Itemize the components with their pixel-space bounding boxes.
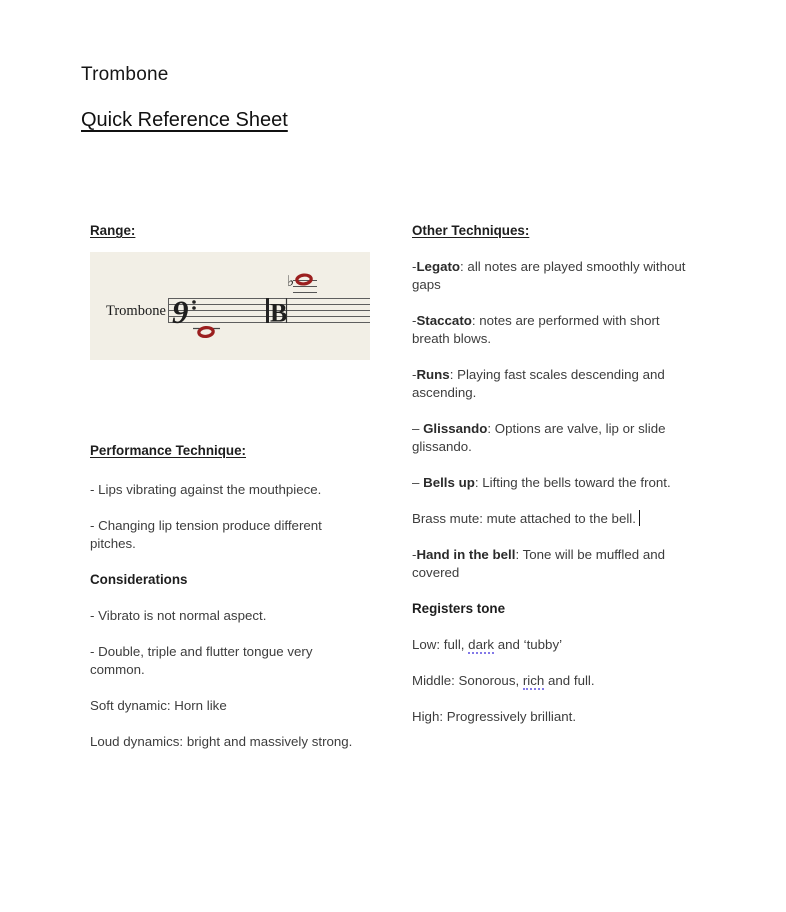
flat-icon: ♭ (287, 272, 295, 290)
term-staccato: Staccato (416, 313, 472, 328)
para-staccato[interactable] (412, 312, 724, 348)
performance-heading[interactable]: Performance Technique: (90, 443, 247, 458)
text-cursor (639, 510, 640, 526)
doc-title: Trombone (81, 64, 169, 85)
dash: – (412, 475, 424, 490)
term-hand-in-bell: Hand in the bell (416, 547, 516, 562)
text-segment: : Lifting the bells toward the front. (474, 475, 671, 490)
dash: - (412, 313, 417, 328)
text-line: covered (412, 565, 460, 580)
text-line: - Double, triple and flutter tongue very (90, 644, 313, 659)
text-segment: and ‘tubby’ (494, 637, 563, 652)
para-glissando[interactable] (412, 420, 724, 456)
right-column (412, 222, 724, 744)
staff-image[interactable] (90, 252, 370, 360)
para-brass-mute[interactable] (412, 510, 724, 528)
text-line: Soft dynamic: Horn like (90, 698, 227, 713)
left-column (90, 222, 392, 769)
text-segment: : Options are valve, lip or slide (487, 421, 666, 436)
para-lips[interactable] (90, 481, 392, 499)
text-line: breath blows. (412, 331, 492, 346)
para-vibrato[interactable] (90, 607, 392, 625)
text-line: Loud dynamics: bright and massively strong. (90, 734, 353, 749)
text-line: pitches. (90, 536, 136, 551)
registers-tone-heading[interactable]: Registers tone (412, 601, 506, 616)
para-legato[interactable] (412, 258, 724, 294)
para-runs[interactable] (412, 366, 724, 402)
text-line: High: Progressively brilliant. (412, 709, 577, 724)
other-techniques-heading[interactable]: Other Techniques: (412, 223, 530, 238)
para-bells-up[interactable] (412, 474, 724, 492)
text-line: - Lips vibrating against the mouthpiece. (90, 482, 322, 497)
staff-label: Trombone (106, 303, 166, 319)
term-legato: Legato (416, 259, 461, 274)
dash: - (412, 259, 417, 274)
text-segment: Low: full, (412, 637, 469, 652)
term-runs: Runs (416, 367, 450, 382)
doc-subtitle: Quick Reference Sheet (81, 109, 288, 131)
text-segment: : notes are performed with short (471, 313, 660, 328)
para-tension[interactable] (90, 517, 392, 553)
para-tongue[interactable] (90, 643, 392, 679)
para-hand-in-bell[interactable] (412, 546, 724, 582)
text-line: gaps (412, 277, 441, 292)
dash: - (412, 367, 417, 382)
text-segment: : all notes are played smoothly without (460, 259, 686, 274)
text-line: - Vibrato is not normal aspect. (90, 608, 267, 623)
spellcheck-word-dark[interactable]: dark (468, 637, 495, 652)
range-heading[interactable]: Range: (90, 223, 136, 238)
text-line: - Changing lip tension produce different (90, 518, 322, 533)
text-segment: : Tone will be muffled and (515, 547, 666, 562)
dash: – (412, 421, 424, 436)
text-line: ascending. (412, 385, 477, 400)
para-register-middle[interactable] (412, 672, 724, 690)
dash: - (412, 547, 417, 562)
text-segment: Middle: Sonorous, (412, 673, 523, 688)
term-glissando: Glissando (423, 421, 488, 436)
text-line: glissando. (412, 439, 472, 454)
text-segment: and full. (544, 673, 595, 688)
para-register-low[interactable] (412, 636, 724, 654)
text-line: Brass mute: mute attached to the bell. (412, 511, 636, 526)
tenor-clef-icon: B (270, 298, 288, 328)
term-bells-up: Bells up (423, 475, 475, 490)
considerations-heading[interactable]: Considerations (90, 572, 188, 587)
para-register-high[interactable] (412, 708, 724, 726)
para-soft-dynamic[interactable] (90, 697, 392, 715)
text-line: common. (90, 662, 145, 677)
text-segment: : Playing fast scales descending and (449, 367, 665, 382)
para-loud-dynamics[interactable] (90, 733, 392, 751)
tenor-clef-bar (266, 298, 269, 323)
spellcheck-word-rich[interactable]: rich (522, 673, 545, 688)
bass-clef-icon: 9 (172, 295, 189, 331)
